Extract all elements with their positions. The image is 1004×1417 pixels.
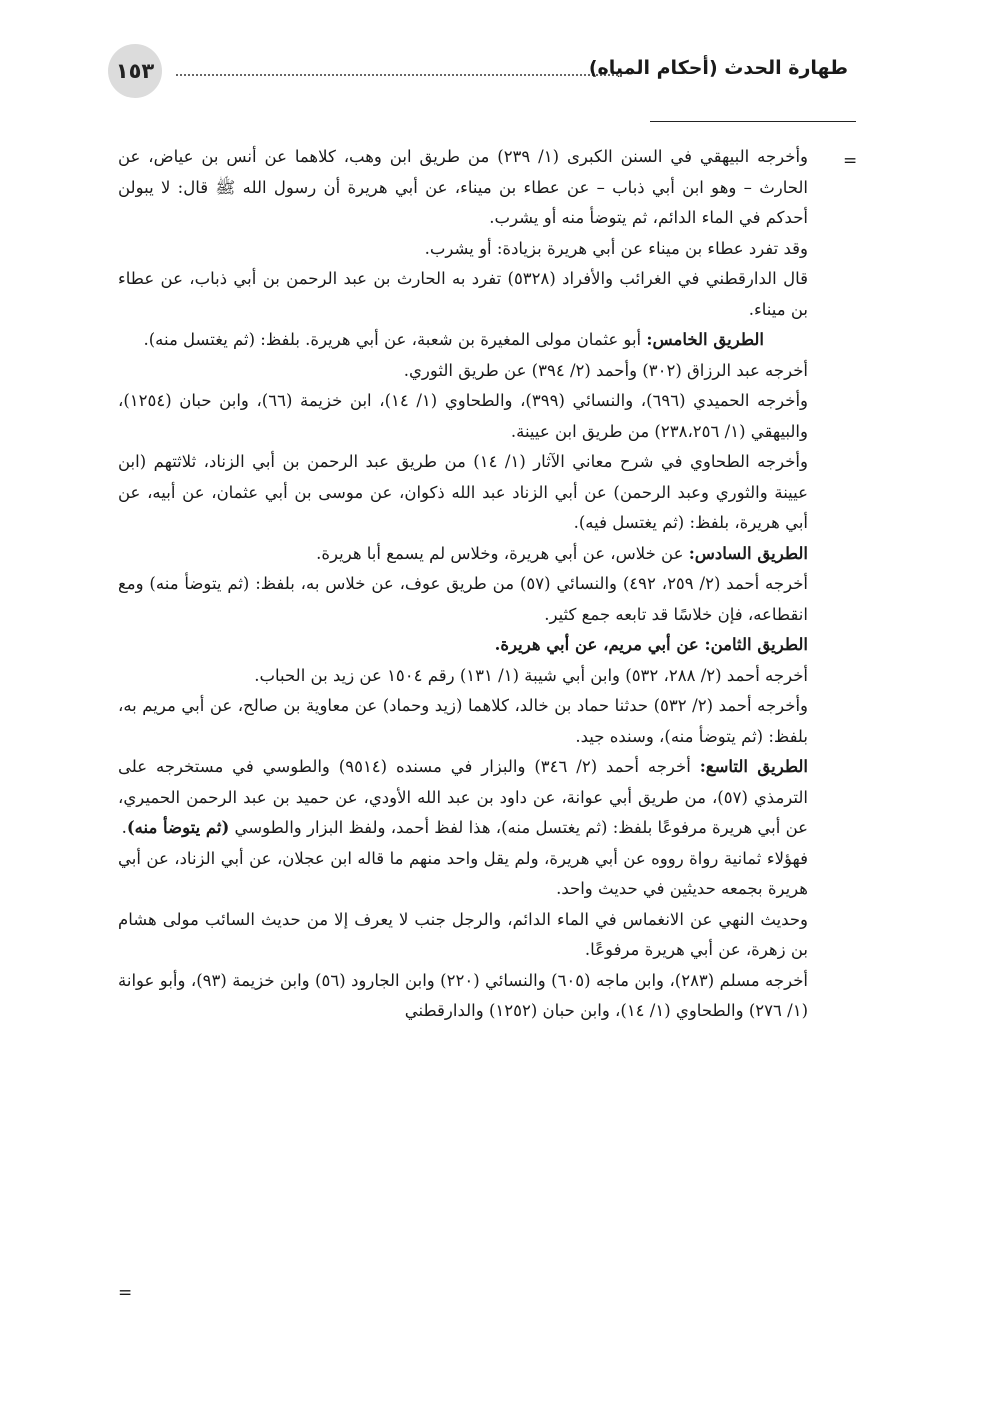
- paragraph: [118, 539, 808, 570]
- continuation-mark-end: =: [118, 1283, 133, 1303]
- paragraph-text: أخرجه أحمد (٢/ ٣٤٦) والبزار في مسنده (٩٥١٤) والطوسي في مستخرجه على الترمذي (٥٧)، من طريق أبي عوانة، عن داود بن عبد الله الأودي، عن حميد بن عبد الرحمن الحميري، عن أبي هريرة مرفوعًا بلفظ: (ثم يغتسل منه)، هذا لفظ أحمد، ولفظ البزار والطوسي: [118, 757, 808, 837]
- paragraph-text: فهؤلاء ثمانية رواة رووه عن أبي هريرة، ولم يقل واحد منهم ما قاله ابن عجلان، عن أبي الزناد، عن أبي هريرة بجمعه حديثين في حديث واحد.: [118, 848, 808, 898]
- paragraph: [118, 325, 808, 356]
- paragraph: [118, 264, 808, 325]
- header-dotted-leader: [176, 74, 622, 76]
- paragraph-text: أخرجه أحمد (٢/ ٢٥٩، ٤٩٢) والنسائي (٥٧) من طريق عوف، عن خلاس به، بلفظ: (ثم يتوضأ منه) ومع انقطاعه، فإن خلاسًا قد تابعه جمع كثير.: [118, 574, 808, 624]
- path-heading-text: عن أبي مريم، عن أبي هريرة.: [494, 635, 705, 654]
- paragraph: [118, 752, 808, 844]
- paragraph: [118, 630, 808, 661]
- paragraph-text: أخرجه عبد الرزاق (٣٠٢) وأحمد (٢/ ٣٩٤) عن طريق الثوري.: [403, 360, 808, 380]
- paragraph: [118, 691, 808, 752]
- paragraph-text: وأخرجه البيهقي في السنن الكبرى (١/ ٢٣٩) من طريق ابن وهب، كلاهما عن أنس بن عياض، عن الحارث – وهو ابن أبي ذباب – عن عطاء بن ميناء، عن أبي هريرة أن رسول الله ﷺ قال: لا يبولن أحدكم في الماء الدائم، ثم يتوضأ منه أو يشرب.: [118, 147, 808, 227]
- footnote-body: [118, 142, 808, 1027]
- paragraph: [118, 142, 808, 234]
- page-number: ١٥٣: [108, 44, 162, 98]
- bold-quote: (ثم يتوضأ منه): [126, 818, 230, 837]
- running-title: طهارة الحدث (أحكام المياه): [588, 57, 848, 79]
- paragraph: [118, 569, 808, 630]
- paragraph: [118, 966, 808, 1027]
- paragraph-text: وأخرجه أحمد (٢/ ٥٣٢) حدثنا حماد بن خالد، كلاهما (زيد وحماد) عن معاوية بن صالح، عن أبي مريم به، بلفظ: (ثم يتوضأ منه)، وسنده جيد.: [118, 696, 809, 746]
- paragraph-text: قال الدارقطني في الغرائب والأفراد (٥٣٢٨) تفرد به الحارث بن عبد الرحمن بن أبي ذباب، عن عطاء بن ميناء.: [118, 269, 808, 319]
- paragraph: [118, 234, 808, 265]
- path-label: الطريق التاسع:: [699, 757, 809, 776]
- path-label: الطريق الخامس:: [646, 330, 764, 349]
- paragraph-text: وقد تفرد عطاء بن ميناء عن أبي هريرة بزيادة: أو يشرب.: [424, 238, 808, 258]
- running-header: [108, 44, 848, 98]
- paragraph-text: أخرجه أحمد (٢/ ٢٨٨، ٥٣٢) وابن أبي شيبة (١/ ١٣١) رقم ١٥٠٤ عن زيد بن الحباب.: [254, 665, 808, 685]
- paragraph-text: وأخرجه الطحاوي في شرح معاني الآثار (١/ ١٤) من طريق عبد الرحمن بن أبي الزناد، ثلاثتهم (ابن عيينة والثوري وعبد الرحمن) عن أبي الزناد عبد الله ذكوان، عن موسى بن أبي عثمان، عن أبيه، عن أبي هريرة، بلفظ: (ثم يغتسل فيه).: [118, 452, 808, 532]
- paragraph: [118, 356, 808, 387]
- paragraph-text: عن خلاس، عن أبي هريرة، وخلاس لم يسمع أبا هريرة.: [316, 543, 689, 563]
- paragraph: [118, 844, 808, 905]
- footnote-separator: [650, 121, 856, 122]
- paragraph: [118, 661, 808, 692]
- paragraph: [118, 447, 808, 539]
- paragraph-text: وحديث النهي عن الانغماس في الماء الدائم، والرجل جنب لا يعرف إلا من حديث السائب مولى هشام بن زهرة، عن أبي هريرة مرفوعًا.: [118, 909, 808, 959]
- paragraph: [118, 386, 808, 447]
- paragraph-text: وأخرجه الحميدي (٦٩٦)، والنسائي (٣٩٩)، والطحاوي (١/ ١٤)، ابن خزيمة (٦٦)، وابن حبان (١٢٥٤)، والبيهقي (١/ ٢٣٨،٢٥٦) من طريق ابن عيينة.: [118, 391, 809, 441]
- paragraph-tail: .: [121, 818, 127, 837]
- path-label: الطريق السادس:: [688, 543, 808, 563]
- continuation-mark-start: =: [843, 151, 858, 171]
- paragraph: [118, 905, 808, 966]
- paragraph-text: أبو عثمان مولى المغيرة بن شعبة، عن أبي هريرة. بلفظ: (ثم يغتسل منه).: [143, 330, 647, 349]
- path-label: الطريق الثامن:: [704, 635, 808, 654]
- paragraph-text: أخرجه مسلم (٢٨٣)، وابن ماجه (٦٠٥) والنسائي (٢٢٠) وابن الجارود (٥٦) وابن خزيمة (٩٣)، وأبو عوانة (١/ ٢٧٦) والطحاوي (١/ ١٤)، وابن حبان (١٢٥٢) والدارقطني: [118, 970, 808, 1020]
